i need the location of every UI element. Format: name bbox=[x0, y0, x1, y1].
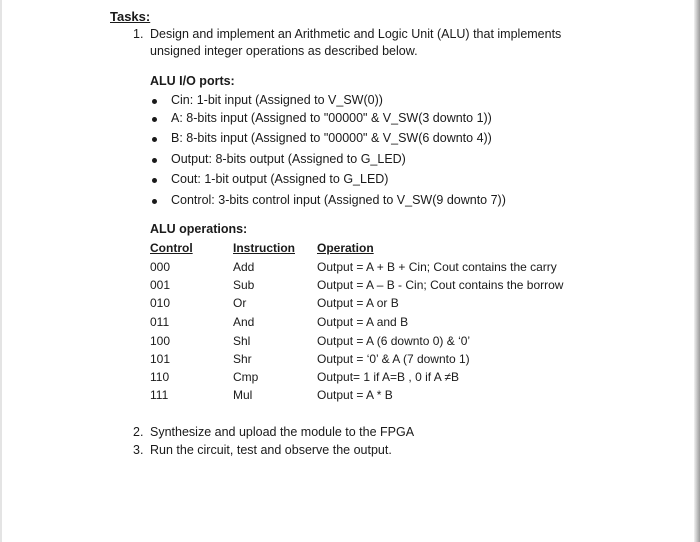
row-control: 111 bbox=[150, 388, 169, 402]
bullet-icon bbox=[152, 99, 157, 104]
io-port-text: B: 8-bits input (Assigned to "00000" & V_SW(6 downto 4)) bbox=[171, 131, 492, 145]
row-operation: Output = A and B bbox=[317, 315, 409, 329]
row-instruction: And bbox=[233, 315, 255, 329]
row-instruction: Mul bbox=[233, 388, 253, 402]
io-port-text: Cout: 1-bit output (Assigned to G_LED) bbox=[171, 172, 389, 186]
row-control: 011 bbox=[150, 315, 170, 329]
bullet-icon bbox=[152, 178, 157, 183]
row-operation: Output = ‘0’ & A (7 downto 1) bbox=[317, 352, 470, 366]
row-instruction: Sub bbox=[233, 278, 255, 292]
task1-number: 1. bbox=[133, 27, 144, 41]
row-operation: Output = A * B bbox=[317, 388, 393, 402]
task3-text: Run the circuit, test and observe the output. bbox=[150, 443, 392, 457]
io-port-text: A: 8-bits input (Assigned to "00000" & V_SW(3 downto 1)) bbox=[171, 111, 492, 125]
row-control: 000 bbox=[150, 260, 171, 274]
io-ports-title: ALU I/O ports: bbox=[150, 74, 235, 88]
row-control: 001 bbox=[150, 278, 171, 292]
row-operation: Output = A or B bbox=[317, 296, 399, 310]
io-port-text: Control: 3-bits control input (Assigned to V_SW(9 downto 7)) bbox=[171, 193, 506, 207]
row-control: 110 bbox=[150, 370, 170, 384]
row-control: 100 bbox=[150, 334, 171, 348]
right-border bbox=[694, 0, 700, 542]
task2-text: Synthesize and upload the module to the FPGA bbox=[150, 425, 415, 439]
header-instruction: Instruction bbox=[233, 241, 295, 255]
row-operation: Output = A (6 downto 0) & ‘0’ bbox=[317, 334, 471, 348]
row-control: 010 bbox=[150, 296, 171, 310]
row-instruction: Shl bbox=[233, 334, 251, 348]
header-control: Control bbox=[150, 241, 193, 255]
row-operation: Output = A – B - Cin; Cout contains the borrow bbox=[317, 278, 564, 292]
row-instruction: Shr bbox=[233, 352, 252, 366]
io-port-text: Cin: 1-bit input (Assigned to V_SW(0)) bbox=[171, 93, 383, 107]
row-control: 101 bbox=[150, 352, 171, 366]
task1-line1: Design and implement an Arithmetic and Logic Unit (ALU) that implements bbox=[150, 27, 562, 41]
row-instruction: Or bbox=[233, 296, 247, 310]
task2-number: 2. bbox=[133, 425, 144, 439]
task3-number: 3. bbox=[133, 443, 144, 457]
bullet-icon bbox=[152, 199, 157, 204]
io-port-text: Output: 8-bits output (Assigned to G_LED) bbox=[171, 152, 406, 166]
row-operation: Output = A + B + Cin; Cout contains the carry bbox=[317, 260, 557, 274]
bullet-icon bbox=[152, 117, 157, 122]
operations-title: ALU operations: bbox=[150, 222, 248, 236]
row-operation: Output= 1 if A=B , 0 if A ≠B bbox=[317, 370, 460, 384]
row-instruction: Cmp bbox=[233, 370, 259, 384]
task1-line2: unsigned integer operations as described below. bbox=[150, 44, 418, 58]
header-operation: Operation bbox=[317, 241, 374, 255]
row-instruction: Add bbox=[233, 260, 255, 274]
bullet-icon bbox=[152, 137, 157, 142]
tasks-heading: Tasks: bbox=[110, 9, 151, 24]
bullet-icon bbox=[152, 158, 157, 163]
